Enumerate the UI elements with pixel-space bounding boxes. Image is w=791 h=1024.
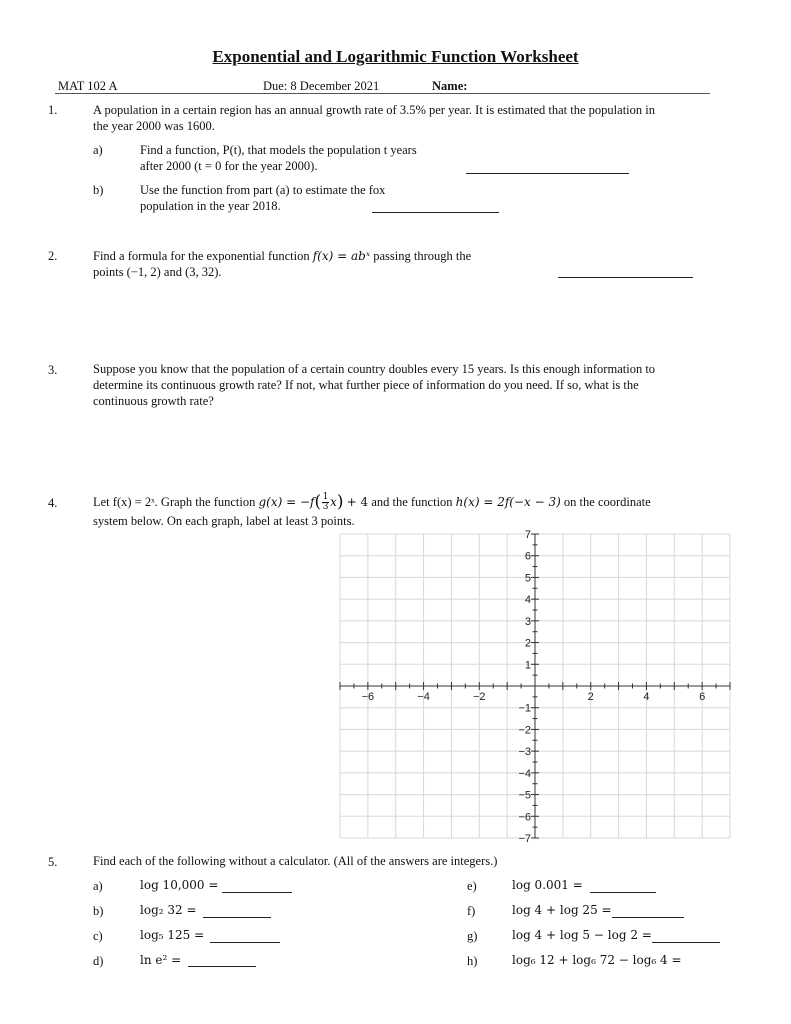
q5e-expr: log 0.001 =	[512, 878, 583, 892]
q1a-answer-blank[interactable]	[466, 173, 629, 174]
q4-number: 4.	[48, 496, 58, 510]
q5d-label: d)	[93, 954, 104, 968]
q4-and-text: and the function	[371, 495, 453, 509]
q4-close-paren: )	[336, 492, 344, 512]
q2-text	[93, 248, 553, 280]
q4-frac-num: 1	[322, 491, 329, 502]
q3-number: 3.	[48, 363, 58, 377]
q1a-line2: after 2000 (t = 0 for the year 2000).	[140, 159, 318, 173]
q5g-expr: log 4 + log 5 − log 2 =	[512, 928, 652, 942]
q5c-label: c)	[93, 929, 103, 943]
q1b-text	[140, 182, 385, 214]
q1-text-line2: the year 2000 was 1600.	[93, 119, 215, 133]
q1b-answer-blank[interactable]	[372, 212, 499, 213]
q5b-label: b)	[93, 904, 104, 918]
q5b-expr: log₂ 32 =	[140, 903, 197, 917]
q5a-expr: log 10,000 =	[140, 878, 219, 892]
q5g-label: g)	[467, 929, 478, 943]
x-tick-label: −4	[417, 691, 430, 703]
y-tick-label: 1	[524, 659, 531, 672]
q4-end-text: on the coordinate	[563, 495, 651, 509]
q5d-answer-blank[interactable]	[188, 966, 256, 967]
q5h-label: h)	[467, 954, 478, 968]
q1-number: 1.	[48, 103, 58, 117]
q5-number: 5.	[48, 855, 58, 869]
q2-text-line1	[93, 248, 553, 264]
x-tick-label: 2	[587, 691, 594, 703]
y-tick-label: 6	[524, 550, 531, 563]
q4-g-lhs: g(x) = −f	[258, 495, 315, 509]
q5h-expr: log₆ 12 + log₆ 72 − log₆ 4 =	[512, 953, 682, 967]
q5c-answer-blank[interactable]	[210, 942, 280, 943]
y-tick-label: −1	[518, 702, 531, 715]
q5-intro: Find each of the following without a calculator. (All of the answers are integers.)	[93, 854, 498, 868]
q5f-label: f)	[467, 904, 476, 918]
y-tick-label: 7	[524, 529, 531, 541]
q4-g-inner: x	[330, 495, 337, 509]
header-rule	[55, 93, 710, 94]
q4-text-line1	[93, 491, 753, 513]
y-tick-label: −5	[518, 789, 531, 802]
q5e-answer-blank[interactable]	[590, 892, 656, 893]
y-tick-label: −4	[518, 767, 531, 780]
q1a-label: a)	[93, 143, 103, 157]
y-tick-label: −6	[518, 811, 531, 824]
q3-line2: determine its continuous growth rate? If not, what further piece of information do you need. If so, what is the	[93, 378, 639, 392]
q2-text-pre: Find a formula for the exponential function	[93, 249, 310, 263]
x-tick-label: 4	[643, 691, 650, 703]
q1b-label: b)	[93, 183, 104, 197]
q4-h-formula: h(x) = 2f(−x − 3)	[455, 495, 561, 509]
q1b-line1: Use the function from part (a) to estimate the fox	[140, 183, 386, 197]
q3-text	[93, 361, 753, 409]
y-tick-label: 3	[524, 615, 531, 628]
q4-text-line2: system below. On each graph, label at least 3 points.	[93, 514, 355, 528]
x-tick-label: 6	[699, 691, 706, 703]
q4-g-rhs: + 4	[346, 495, 369, 509]
y-tick-label: 5	[524, 572, 531, 585]
q2-answer-blank[interactable]	[558, 277, 693, 278]
x-tick-label: −2	[473, 691, 486, 703]
q1-text	[93, 102, 753, 134]
due-date: Due: 8 December 2021	[263, 79, 380, 93]
q5g-answer-blank[interactable]	[652, 942, 720, 943]
x-tick-label: −6	[361, 691, 375, 703]
coordinate-grid[interactable]	[330, 528, 740, 844]
q5f-answer-blank[interactable]	[612, 917, 684, 918]
q2-text-post: passing through the	[373, 249, 472, 263]
q3-line1: Suppose you know that the population of a certain country doubles every 15 years. Is this enough information to	[93, 362, 656, 376]
q1b-line2: population in the year 2018.	[140, 199, 281, 213]
q1-text-line1: A population in a certain region has an annual growth rate of 3.5% per year. It is estimated that the population in	[93, 103, 655, 117]
course-code: MAT 102 A	[58, 79, 118, 93]
q5d-expr: ln e² =	[140, 953, 182, 967]
q4-let-text: Let f(x) = 2ˣ. Graph the function	[93, 495, 256, 509]
q5f-expr: log 4 + log 25 =	[512, 903, 612, 917]
q5a-answer-blank[interactable]	[222, 892, 292, 893]
q2-formula: f(x) = abˣ	[312, 249, 371, 263]
q4-frac-den: 3	[322, 501, 329, 512]
axes	[340, 534, 730, 838]
q4-text	[93, 491, 753, 529]
q1a-line1: Find a function, P(t), that models the population t years	[140, 143, 417, 157]
q2-number: 2.	[48, 249, 58, 263]
q4-open-paren: (	[314, 492, 322, 512]
y-tick-label: 4	[524, 594, 531, 607]
q4-fraction	[322, 493, 329, 512]
q2-text-line2: points (−1, 2) and (3, 32).	[93, 265, 222, 279]
q5c-expr: log₅ 125 =	[140, 928, 205, 942]
y-tick-label: −2	[518, 724, 531, 737]
y-tick-label: 2	[524, 637, 531, 650]
q3-line3: continuous growth rate?	[93, 394, 214, 408]
q5a-label: a)	[93, 879, 103, 893]
y-tick-label: −3	[518, 746, 531, 759]
q5e-label: e)	[467, 879, 477, 893]
q1a-text	[140, 142, 417, 174]
q5b-answer-blank[interactable]	[203, 917, 271, 918]
name-label: Name:	[432, 79, 468, 93]
y-tick-label: −7	[518, 833, 531, 844]
worksheet-title: Exponential and Logarithmic Function Worksheet	[212, 47, 579, 66]
